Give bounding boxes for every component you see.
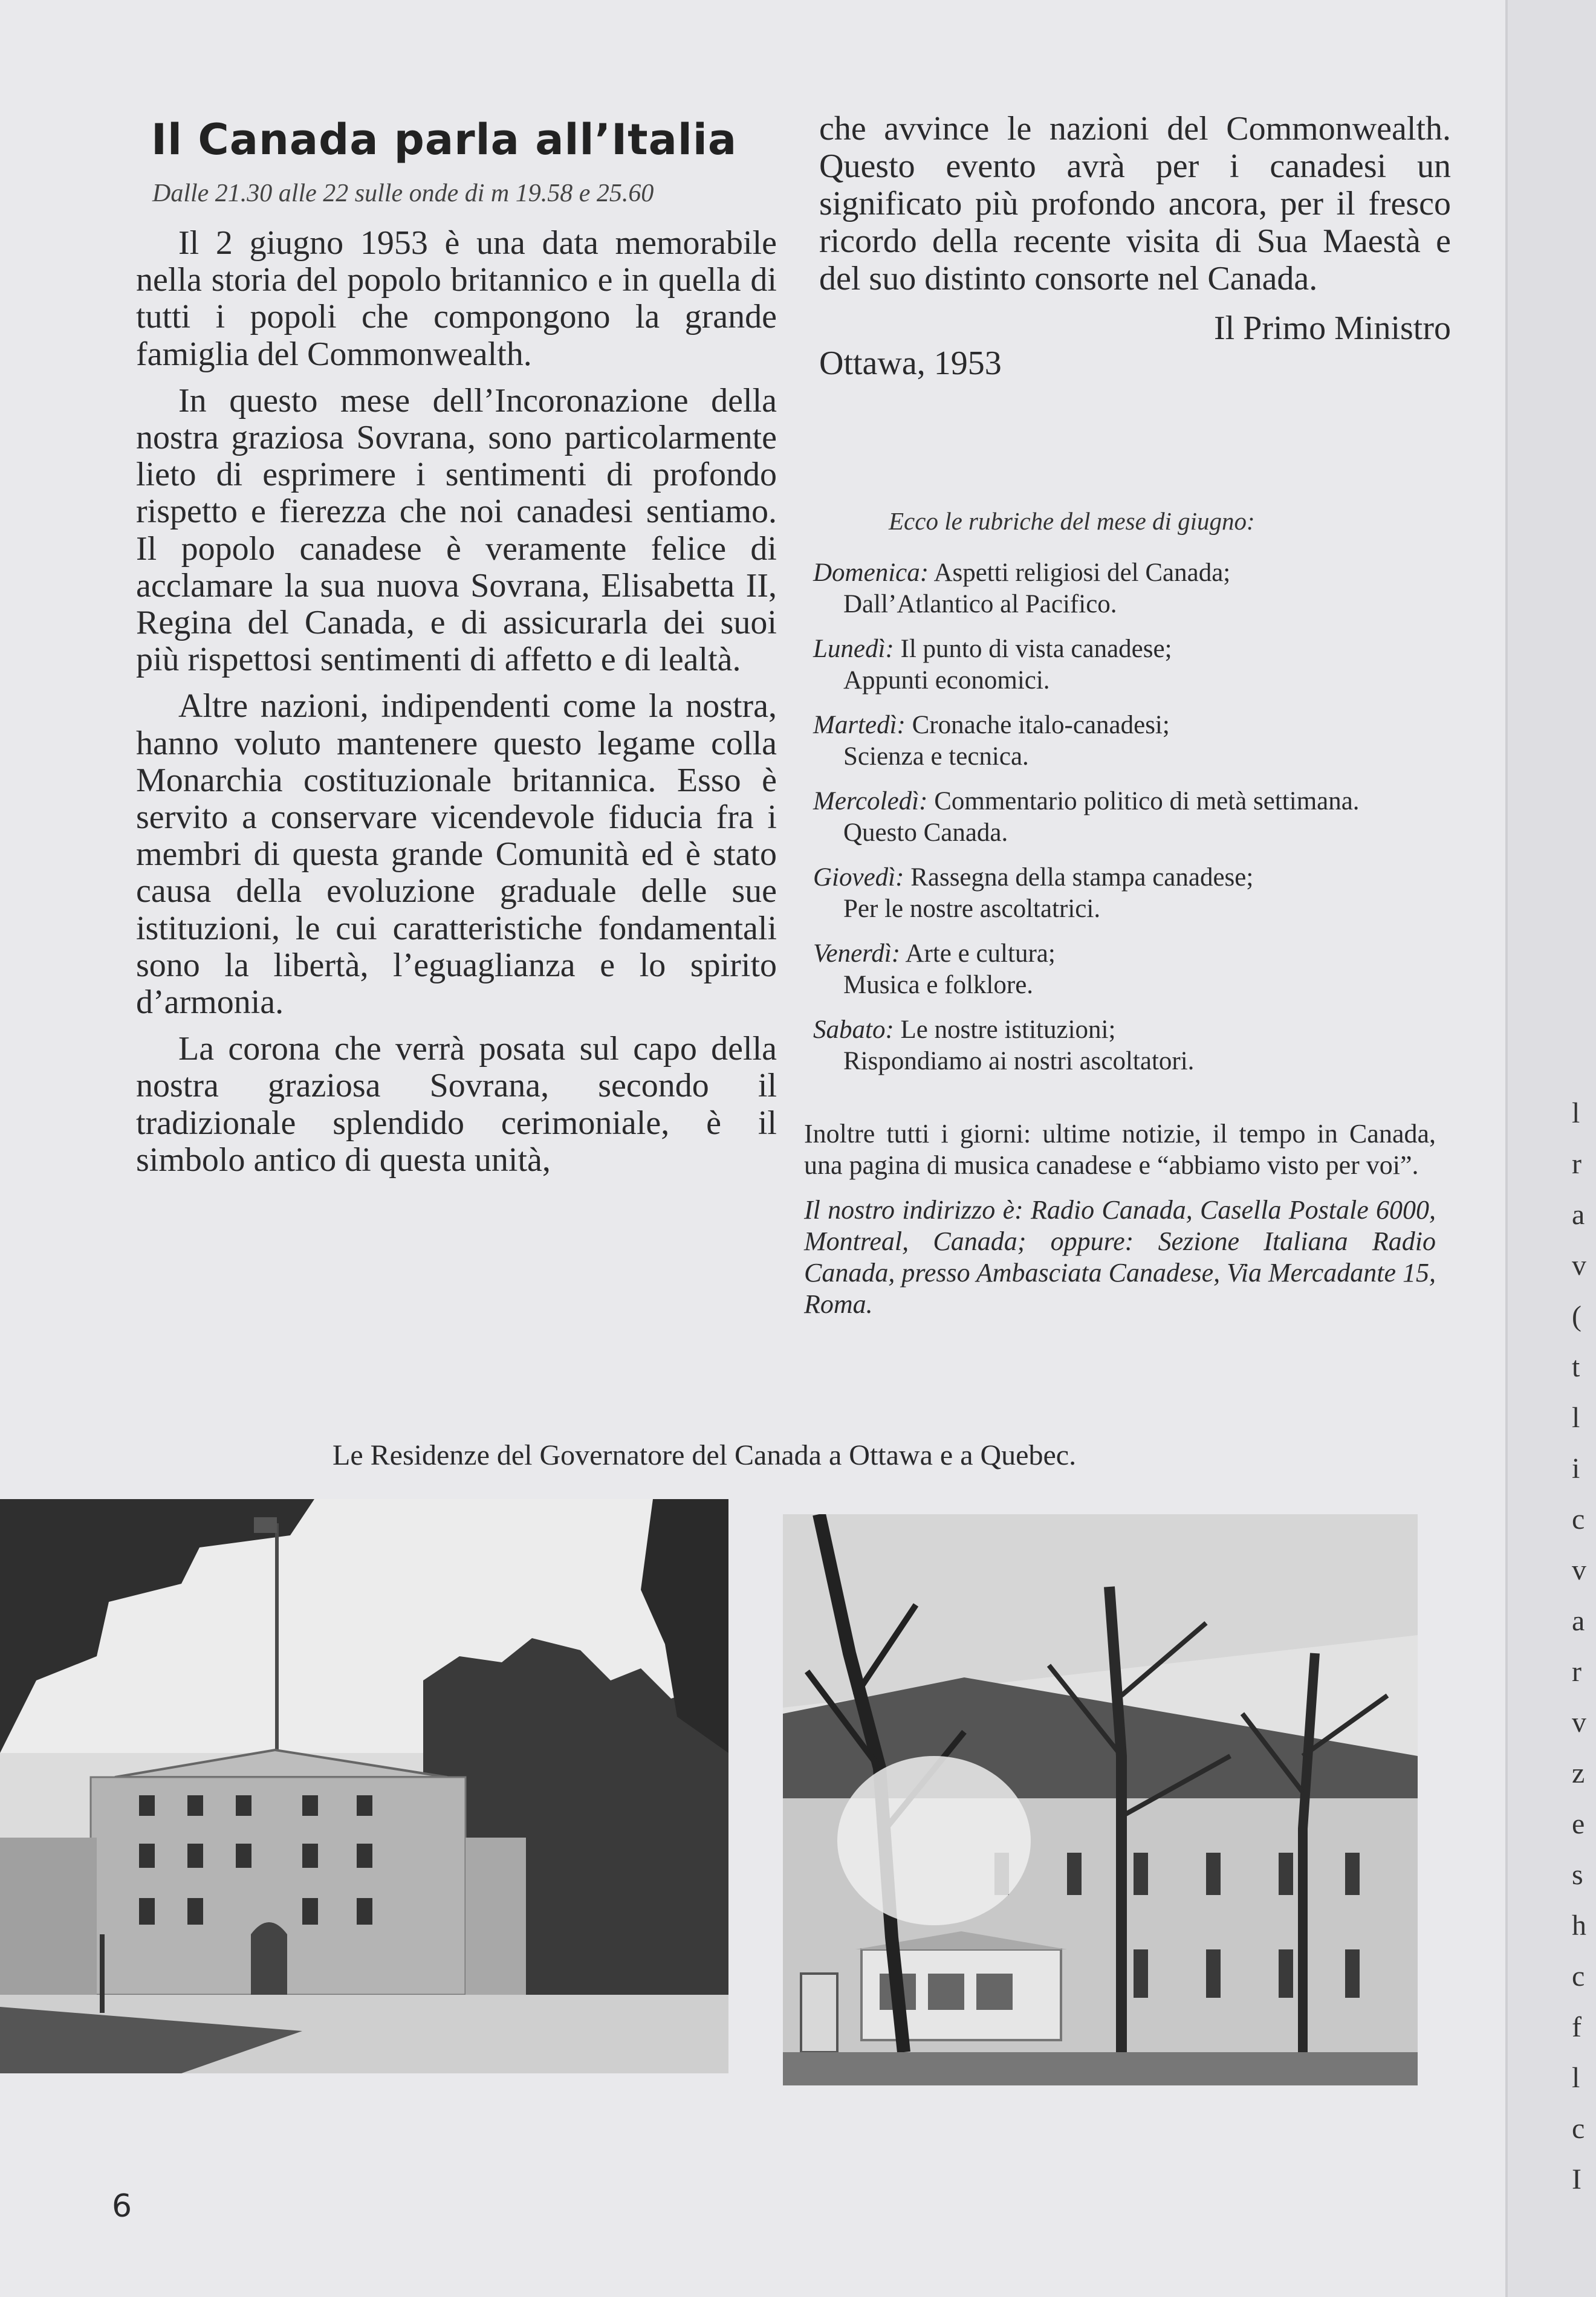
schedule-text: Aspetti religiosi del Canada; bbox=[933, 559, 1231, 587]
schedule-day: Sabato: bbox=[813, 1016, 894, 1044]
article-paragraph: Il 2 giugno 1953 è una data memorabile nella storia del popolo britannico e in quella di tutti i popoli che compongono la grande famiglia del Commonwealth. bbox=[136, 224, 777, 373]
schedule-day: Lunedì: bbox=[813, 635, 894, 663]
schedule-item bbox=[813, 938, 1436, 1001]
schedule-list bbox=[813, 557, 1436, 1090]
schedule-text: Musica e folklore. bbox=[843, 971, 1034, 999]
article-paragraph: Altre nazioni, indipendenti come la nostra, hanno voluto mantenere questo legame colla Monarchia costituzionale britannica. Esso è servito a conservare vicendevole fiducia fra i membri di questa grande Comunità ed è stato causa della evoluzione graduale delle sue istituzioni, le cui caratteristiche fondamentali sono la libertà, l’eguaglianza e lo spirito d’armonia. bbox=[136, 687, 777, 1022]
schedule-text: Questo Canada. bbox=[843, 818, 1008, 847]
schedule-item bbox=[813, 862, 1436, 925]
schedule-text: Dall’Atlantico al Pacifico. bbox=[843, 590, 1117, 618]
schedule-notes bbox=[804, 1118, 1436, 1333]
schedule-text: Per le nostre ascoltatrici. bbox=[843, 895, 1101, 923]
schedule-text: Il punto di vista canadese; bbox=[900, 635, 1172, 663]
photo-caption: Le Residenze del Governatore del Canada a Ottawa e a Quebec. bbox=[332, 1439, 1077, 1471]
schedule-item bbox=[813, 710, 1436, 773]
article-continuation: che avvince le nazioni del Commonwealth. Questo evento avrà per i canadesi un significato più profondo ancora, per il fresco ricordo della recente visita di Sua Maestà e del suo distinto consorte nel Canada. bbox=[819, 110, 1451, 297]
article-place-date: Ottawa, 1953 bbox=[819, 345, 1002, 382]
schedule-day: Martedì: bbox=[813, 711, 906, 739]
schedule-item bbox=[813, 557, 1436, 620]
schedule-intro: Ecco le rubriche del mese di giugno: bbox=[889, 507, 1255, 535]
quebec-residence-photo bbox=[783, 1514, 1418, 2085]
schedule-text: Rassegna della stampa canadese; bbox=[910, 863, 1254, 892]
article-left-column bbox=[136, 225, 777, 1188]
ottawa-residence-photo bbox=[0, 1499, 728, 2073]
schedule-item bbox=[813, 633, 1436, 696]
mailing-address: Il nostro indirizzo è: Radio Canada, Casella Postale 6000, Montreal, Canada; oppure: Sezione Italiana Radio Canada, presso Ambasciata Canadese, Via Mercadante 15, Roma. bbox=[804, 1195, 1436, 1319]
schedule-text: Scienza e tecnica. bbox=[843, 742, 1029, 771]
schedule-text: Rispondiamo ai nostri ascoltatori. bbox=[843, 1047, 1195, 1075]
schedule-text: Cronache italo-canadesi; bbox=[912, 711, 1170, 739]
article-signature: Il Primo Ministro bbox=[1213, 309, 1451, 347]
schedule-day: Giovedì: bbox=[813, 863, 904, 892]
schedule-text: Appunti economici. bbox=[843, 666, 1050, 695]
schedule-text: Commentario politico di metà settimana. bbox=[934, 787, 1360, 815]
schedule-day: Venerdì: bbox=[813, 939, 901, 968]
article-paragraph: La corona che verrà posata sul capo della nostra graziosa Sovrana, secondo il tradizionale splendido cerimoniale, è il simbolo antico di questa unità, bbox=[136, 1030, 777, 1179]
schedule-text: Le nostre istituzioni; bbox=[900, 1016, 1116, 1044]
schedule-day: Domenica: bbox=[813, 559, 929, 587]
article-right-column bbox=[819, 110, 1451, 382]
article-subtitle: Dalle 21.30 alle 22 sulle onde di m 19.58 e 25.60 bbox=[152, 180, 654, 207]
daily-note: Inoltre tutti i giorni: ultime notizie, il tempo in Canada, una pagina di musica canadese e “abbiamo visto per voi”. bbox=[804, 1119, 1436, 1180]
schedule-item bbox=[813, 1014, 1436, 1077]
article-paragraph: In questo mese dell’Incoronazione della nostra graziosa Sovrana, sono particolarmente lieto di esprimere i sentimenti di profondo rispetto e fierezza che noi canadesi sentiamo. Il popolo canadese è veramente felice di acclamare la sua nuova Sovrana, Elisabetta II, Regina del Canada, e di assicurarla dei suoi più rispettosi sentimenti di affetto e di lealtà. bbox=[136, 381, 777, 679]
article-title: Il Canada parla all’Italia bbox=[151, 115, 738, 164]
schedule-day: Mercoledì: bbox=[813, 787, 928, 815]
schedule-item bbox=[813, 786, 1436, 849]
schedule-text: Arte e cultura; bbox=[905, 939, 1056, 968]
page-number: 6 bbox=[112, 2188, 132, 2224]
adjacent-page-text-fragment: l r a v ( t l i c v a r v z e s h c f l c I bbox=[1572, 1097, 1586, 2195]
